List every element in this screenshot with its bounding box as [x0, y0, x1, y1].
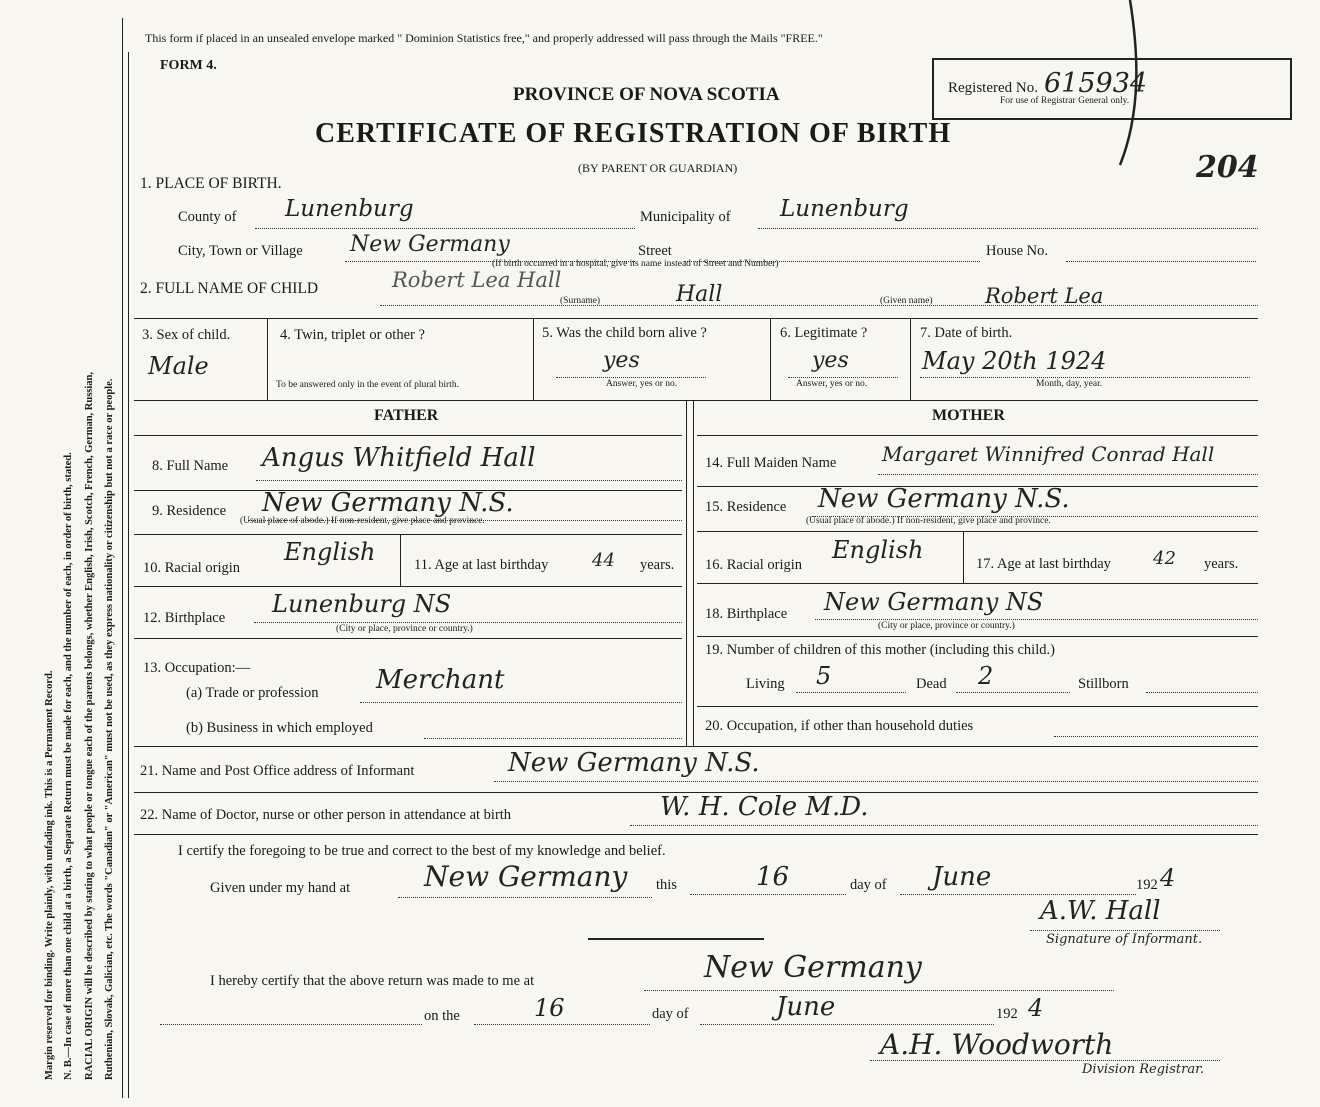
certify-place: New Germany: [424, 860, 628, 893]
child-full-name: Robert Lea Hall: [392, 268, 562, 292]
mother-birthplace-note: (City or place, province or country.): [878, 621, 1015, 631]
pen-stroke-mark: [1100, 0, 1160, 170]
legit-note: Answer, yes or no.: [796, 379, 868, 389]
registrar-day-line: [474, 1024, 650, 1025]
mother-row-rule: [697, 583, 1258, 584]
sex-label: 3. Sex of child.: [142, 327, 231, 343]
informant-signature-line: [1030, 930, 1220, 931]
father-racial-divider: [400, 534, 401, 586]
father-row-rule: [134, 534, 682, 535]
municipality-line: [758, 228, 1258, 229]
father-birthplace-note: (City or place, province or country.): [336, 624, 473, 634]
father-res-note: (Usual place of abode.) If non-resident, give place and province.: [240, 516, 485, 526]
given-label: (Given name): [880, 296, 933, 306]
certify-this-label: this: [656, 877, 677, 893]
details-divider: [267, 318, 268, 400]
place-heading: 1. PLACE OF BIRTH.: [140, 175, 282, 192]
corner-mark: 204: [1196, 150, 1259, 185]
mother-racial-label: 16. Racial origin: [705, 557, 803, 573]
legit-label: 6. Legitimate ?: [780, 325, 868, 341]
mother-res-value: New Germany N.S.: [818, 484, 1070, 514]
father-birthplace-value: Lunenburg NS: [272, 590, 452, 618]
informant-top-rule: [134, 746, 1258, 747]
parents-divider: [686, 400, 687, 746]
children-label: 19. Number of children of this mother (including this child.): [705, 642, 1055, 658]
mother-occupation-line: [1054, 736, 1258, 737]
details-top-border: [134, 318, 1258, 319]
details-bottom-border: [134, 400, 1258, 401]
father-name-label: 8. Full Name: [152, 458, 229, 474]
father-birthplace-line: [254, 622, 682, 623]
city-value: New Germany: [350, 232, 510, 257]
doctor-value: W. H. Cole M.D.: [660, 792, 869, 822]
twin-note: To be answered only in the event of plural birth.: [276, 380, 459, 390]
living-line: [796, 692, 906, 693]
father-age-value: 44: [592, 550, 615, 571]
dob-label: 7. Date of birth.: [920, 325, 1013, 341]
sex-value: Male: [148, 352, 209, 380]
details-divider: [533, 318, 534, 400]
given-under-label: Given under my hand at: [210, 880, 351, 896]
certify-day-line: [690, 894, 846, 895]
dead-label: Dead: [916, 676, 947, 692]
province-heading: PROVINCE OF NOVA SCOTIA: [513, 84, 780, 105]
father-heading-rule: [134, 435, 682, 436]
mother-name-label: 14. Full Maiden Name: [705, 455, 837, 471]
house-label: House No.: [986, 243, 1049, 259]
details-divider: [910, 318, 911, 400]
child-given-name: Robert Lea: [985, 284, 1104, 308]
father-name-value: Angus Whitfield Hall: [262, 443, 536, 473]
father-name-line: [256, 480, 682, 481]
alive-line: [556, 377, 706, 378]
registrar-signature: A.H. Woodworth: [880, 1028, 1114, 1061]
stillborn-line: [1146, 692, 1258, 693]
county-label: County of: [178, 209, 237, 225]
mother-name-value: Margaret Winnifred Conrad Hall: [882, 442, 1215, 466]
registrar-place: New Germany: [704, 950, 922, 985]
form-left-border: [128, 52, 129, 1098]
alive-value: yes: [603, 348, 640, 373]
father-trade-label: (a) Trade or profession: [186, 685, 319, 701]
mother-racial-divider: [963, 531, 964, 583]
mother-age-label: 17. Age at last birthday: [976, 556, 1111, 572]
father-trade-value: Merchant: [376, 665, 505, 695]
mother-birthplace-label: 18. Birthplace: [705, 606, 788, 622]
father-business-label: (b) Business in which employed: [186, 720, 373, 736]
certify-day: 16: [756, 862, 790, 892]
mother-heading: MOTHER: [932, 407, 1005, 424]
registrar-day-of-label: day of: [652, 1006, 689, 1022]
sidebar-line-3: RACIAL ORIGIN will be described by stating to what people or tongue each of the parents belongs, whether English, Irish, Scotch, French, German, Russian,: [84, 371, 95, 1080]
alive-note: Answer, yes or no.: [606, 379, 678, 389]
certify-top-rule: [134, 834, 1258, 835]
informant-line: [494, 781, 1258, 782]
legit-line: [788, 377, 898, 378]
registrar-signature-line: [870, 1060, 1220, 1061]
county-line: [255, 228, 635, 229]
father-trade-line: [360, 702, 682, 703]
registrar-lead-line: [160, 1024, 422, 1025]
mother-res-label: 15. Residence: [705, 499, 787, 515]
mother-res-note: (Usual place of abode.) If non-resident, give place and province.: [806, 516, 1051, 526]
father-age-label: 11. Age at last birthday: [414, 557, 549, 573]
informant-signature-label: Signature of Informant.: [1046, 932, 1203, 947]
mother-birthplace-value: New Germany NS: [824, 588, 1044, 616]
alive-label: 5. Was the child born alive ?: [542, 325, 707, 341]
certify-month: June: [932, 862, 992, 892]
sidebar-line-1: Margin reserved for binding. Write plainly, with unfading ink. This is a Permanent Record.: [44, 670, 55, 1080]
margin-border-line: [122, 18, 123, 1098]
father-occupation-label: 13. Occupation:—: [143, 660, 251, 676]
mother-name-line: [878, 474, 1258, 475]
living-label: Living: [746, 676, 785, 692]
father-heading: FATHER: [374, 407, 439, 424]
mother-row-rule: [697, 531, 1258, 532]
registrar-year-digit: 4: [1028, 994, 1044, 1022]
informant-signature: A.W. Hall: [1040, 896, 1161, 926]
sidebar-line-4: Ruthenian, Slovak, Galician, etc. The words "Canadian" or "American" must not be used, as they express nationality or citizenship but not a race or people.: [104, 378, 115, 1080]
twin-label: 4. Twin, triplet or other ?: [280, 327, 425, 343]
father-res-value: New Germany N.S.: [262, 488, 514, 518]
mother-occupation-label: 20. Occupation, if other than household duties: [705, 718, 974, 734]
mother-age-years: years.: [1204, 556, 1239, 572]
dob-line: [920, 377, 1250, 378]
father-res-label: 9. Residence: [152, 503, 227, 519]
certify-separator: [588, 938, 764, 940]
registrar-day: 16: [534, 994, 565, 1022]
certificate-subtitle: (BY PARENT OR GUARDIAN): [578, 161, 738, 175]
certify-place-line: [398, 897, 652, 898]
house-line: [1066, 261, 1256, 262]
sidebar-line-2: N. B.—In case of more than one child at a birth, a Separate Return must be made for each, and the number of each, in order of birth, stated.: [63, 452, 74, 1080]
registrar-month-line: [700, 1024, 994, 1025]
registrar-statement: I hereby certify that the above return was made to me at: [210, 973, 535, 989]
municipality-value: Lunenburg: [780, 196, 909, 222]
father-racial-value: English: [284, 538, 376, 566]
child-name-line: [380, 305, 1258, 306]
hospital-note: (If birth occurred in a hospital, give its name instead of Street and Number): [492, 259, 779, 269]
dob-note: Month, day, year.: [1036, 379, 1103, 389]
father-row-rule: [134, 638, 682, 639]
registrar-on-the-label: on the: [424, 1008, 460, 1024]
form-number: FORM 4.: [160, 58, 217, 73]
dob-value: May 20th 1924: [922, 347, 1107, 375]
living-value: 5: [816, 662, 832, 690]
mother-racial-value: English: [832, 536, 924, 564]
registered-number: 615934: [1044, 68, 1148, 99]
registrar-signature-label: Division Registrar.: [1082, 1062, 1204, 1077]
child-surname: Hall: [676, 282, 723, 307]
registered-label: Registered No.: [948, 80, 1038, 96]
registrar-note: For use of Registrar General only.: [1000, 96, 1130, 106]
informant-value: New Germany N.S.: [508, 748, 760, 778]
mother-age-value: 42: [1153, 548, 1176, 569]
certificate-title: CERTIFICATE OF REGISTRATION OF BIRTH: [315, 118, 952, 149]
stillborn-label: Stillborn: [1078, 676, 1129, 692]
father-row-rule: [134, 586, 682, 587]
doctor-label: 22. Name of Doctor, nurse or other person in attendance at birth: [140, 807, 512, 823]
legit-value: yes: [812, 348, 849, 373]
registrar-place-line: [644, 990, 1114, 991]
father-business-line: [424, 738, 682, 739]
street-label: Street: [638, 243, 672, 259]
surname-label: (Surname): [560, 296, 601, 306]
mother-birthplace-line: [815, 619, 1258, 620]
registrar-month: June: [776, 992, 836, 1022]
mother-row-rule: [697, 636, 1258, 637]
mailing-notice: This form if placed in an unsealed envelope marked " Dominion Statistics free," and properly addressed will pass through the Mails "FREE.": [145, 31, 823, 45]
certify-day-of-label: day of: [850, 877, 887, 893]
father-age-years: years.: [640, 557, 675, 573]
doctor-line: [630, 825, 1258, 826]
mother-heading-rule: [697, 435, 1258, 436]
details-divider: [770, 318, 771, 400]
father-racial-label: 10. Racial origin: [143, 560, 241, 576]
child-name-label: 2. FULL NAME OF CHILD: [140, 280, 319, 297]
certify-year-prefix: 192: [1136, 877, 1158, 893]
parents-divider: [693, 400, 694, 746]
municipality-label: Municipality of: [640, 209, 731, 225]
city-label: City, Town or Village: [178, 243, 303, 259]
registrar-year-prefix: 192: [996, 1006, 1018, 1022]
informant-label: 21. Name and Post Office address of Informant: [140, 763, 415, 779]
father-birthplace-label: 12. Birthplace: [143, 610, 226, 626]
certify-statement: I certify the foregoing to be true and correct to the best of my knowledge and belief.: [178, 843, 666, 859]
county-value: Lunenburg: [285, 196, 414, 222]
certify-month-line: [900, 894, 1136, 895]
dead-line: [956, 692, 1070, 693]
certify-year-digit: 4: [1160, 864, 1176, 892]
mother-row-rule: [697, 706, 1258, 707]
dead-value: 2: [978, 662, 994, 690]
